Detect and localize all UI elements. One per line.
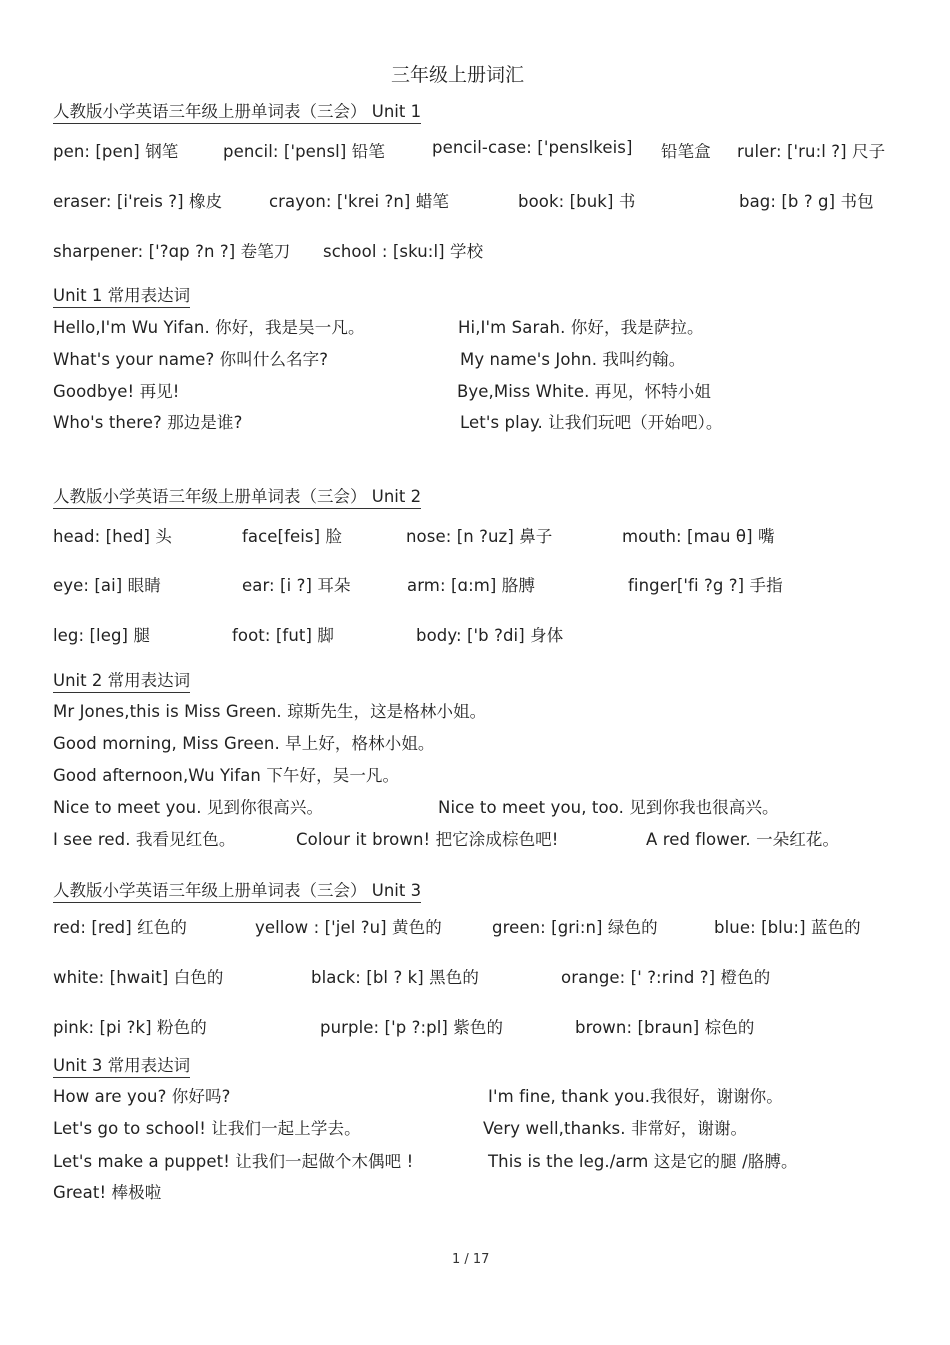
vocab-item: bag: [b ? g] 书包 (739, 192, 874, 211)
phrase: I'm fine, thank you.我很好，谢谢你。 (488, 1087, 783, 1106)
vocab-item: ruler: ['ru:l ?] 尺子 (737, 142, 886, 161)
vocab-item: black: [bl ? k] 黑色的 (311, 968, 479, 987)
phrase: Nice to meet you, too. 见到你我也很高兴。 (438, 798, 779, 817)
phrase: Nice to meet you. 见到你很高兴。 (53, 798, 324, 817)
vocab-item: finger['fi ?g ?] 手指 (628, 576, 783, 595)
phrase: Hi,I'm Sarah. 你好，我是萨拉。 (458, 318, 704, 337)
phrase: Colour it brown! 把它涂成棕色吧! (296, 830, 559, 849)
vocab-item: purple: ['p ?:pl] 紫色的 (320, 1018, 504, 1037)
vocab-item: leg: [leg] 腿 (53, 626, 151, 645)
phrase: What's your name? 你叫什么名字? (53, 350, 329, 369)
vocab-item: green: [gri:n] 绿色的 (492, 918, 658, 937)
vocab-item: orange: [' ?:rind ?] 橙色的 (561, 968, 771, 987)
vocab-item: ear: [i ?] 耳朵 (242, 576, 351, 595)
vocab-item: 铅笔盒 (661, 142, 711, 161)
phrase: Hello,I'm Wu Yifan. 你好，我是吴一凡。 (53, 318, 365, 337)
phrase: Let's make a puppet! 让我们一起做个木偶吧 ! (53, 1152, 414, 1171)
phrase: Good morning, Miss Green. 早上好，格林小姐。 (53, 734, 435, 753)
vocab-item: white: [hwait] 白色的 (53, 968, 224, 987)
vocab-item: arm: [ɑ:m] 胳膊 (407, 576, 536, 595)
unit-1-header: 人教版小学英语三年级上册单词表（三会） Unit 1 (53, 98, 421, 124)
phrase: Let's go to school! 让我们一起上学去。 (53, 1119, 361, 1138)
vocab-item: eye: [ai] 眼睛 (53, 576, 161, 595)
phrase: Mr Jones,this is Miss Green. 琼斯先生，这是格林小姐。 (53, 702, 487, 721)
vocab-item: pencil-case: ['penslkeis] (432, 138, 633, 157)
vocab-item: yellow : ['jel ?u] 黄色的 (255, 918, 442, 937)
vocab-item: face[feis] 脸 (242, 527, 343, 546)
phrase: Goodbye! 再见! (53, 382, 180, 401)
phrase: A red flower. 一朵红花。 (646, 830, 840, 849)
vocab-item: nose: [n ?uz] 鼻子 (406, 527, 553, 546)
unit-2-header: 人教版小学英语三年级上册单词表（三会） Unit 2 (53, 483, 421, 509)
vocab-item: school : [sku:l] 学校 (323, 242, 484, 261)
vocab-item: blue: [blu:] 蓝色的 (714, 918, 861, 937)
vocab-item: pencil: ['pensl] 铅笔 (223, 142, 385, 161)
vocab-item: head: [hed] 头 (53, 527, 172, 546)
phrase: Good afternoon,Wu Yifan 下午好，吴一凡。 (53, 766, 400, 785)
phrase: My name's John. 我叫约翰。 (460, 350, 686, 369)
vocab-item: book: [buk] 书 (518, 192, 636, 211)
vocab-item: mouth: [mau θ] 嘴 (622, 527, 775, 546)
phrase: How are you? 你好吗? (53, 1087, 231, 1106)
unit-3-header: 人教版小学英语三年级上册单词表（三会） Unit 3 (53, 877, 421, 903)
phrase: Bye,Miss White. 再见，怀特小姐 (457, 382, 712, 401)
phrase: Very well,thanks. 非常好，谢谢。 (483, 1119, 748, 1138)
vocab-item: crayon: ['krei ?n] 蜡笔 (269, 192, 450, 211)
phrase: I see red. 我看见红色。 (53, 830, 236, 849)
vocab-item: red: [red] 红色的 (53, 918, 187, 937)
vocab-item: body: ['b ?di] 身体 (416, 626, 564, 645)
phrase: Let's play. 让我们玩吧（开始吧）。 (460, 413, 723, 432)
page-number: 1 / 17 (452, 1252, 490, 1267)
vocab-item: eraser: [i'reis ?] 橡皮 (53, 192, 223, 211)
phrase: This is the leg./arm 这是它的腿 /胳膊。 (488, 1152, 798, 1171)
page-title: 三年级上册词汇 (391, 64, 525, 86)
unit-2-phrases-header: Unit 2 常用表达词 (53, 667, 190, 693)
vocab-item: pen: [pen] 钢笔 (53, 142, 179, 161)
phrase: Who's there? 那边是谁? (53, 413, 243, 432)
vocab-item: pink: [pi ?k] 粉色的 (53, 1018, 207, 1037)
unit-3-phrases-header: Unit 3 常用表达词 (53, 1052, 190, 1078)
vocab-item: brown: [braun] 棕色的 (575, 1018, 755, 1037)
vocab-item: sharpener: ['?ɑp ?n ?] 卷笔刀 (53, 242, 291, 261)
unit-1-phrases-header: Unit 1 常用表达词 (53, 282, 190, 308)
vocab-item: foot: [fut] 脚 (232, 626, 334, 645)
phrase: Great! 棒极啦 (53, 1183, 162, 1202)
